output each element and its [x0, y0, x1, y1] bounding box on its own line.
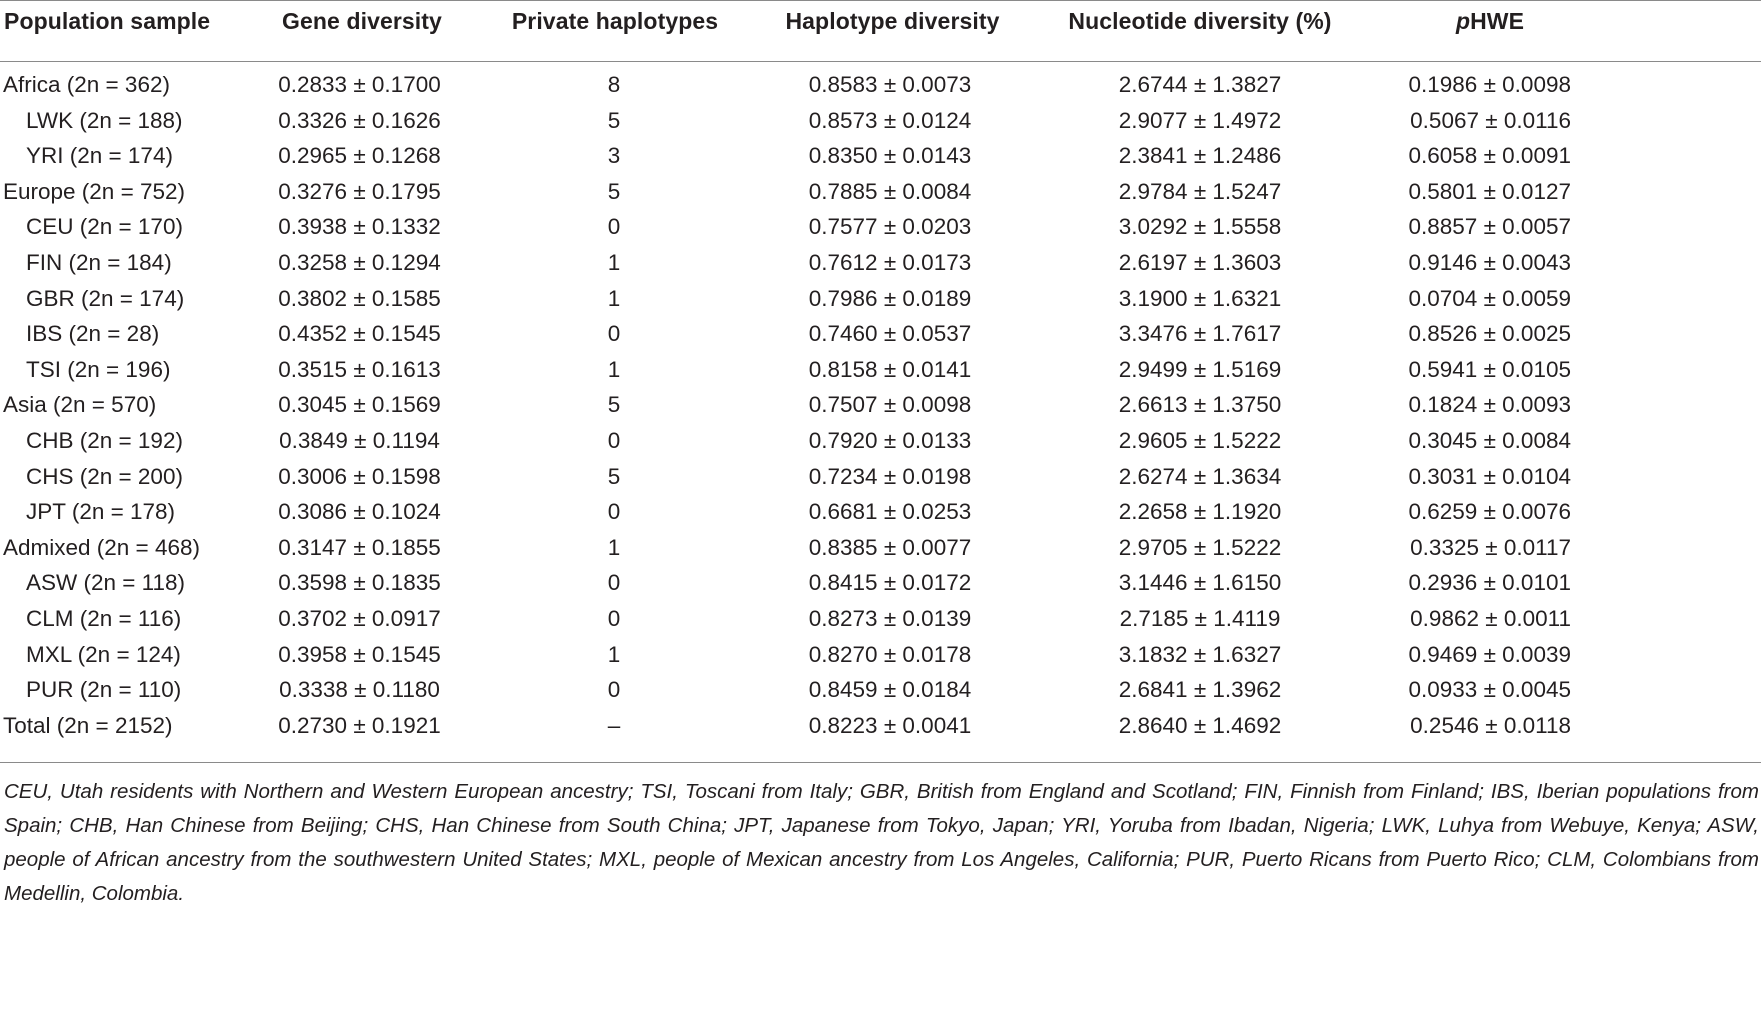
- table-cell: 1: [607, 641, 621, 667]
- table-cell: 0: [607, 605, 621, 631]
- table-row: [0, 214, 1761, 250]
- table-cell: 3.3476 ± 1.7617: [1118, 321, 1282, 347]
- table-cell: 2.9499 ± 1.5169: [1118, 356, 1282, 382]
- table-cell: 0.7885 ± 0.0084: [808, 178, 972, 204]
- table-cell: 0.6681 ± 0.0253: [808, 499, 972, 525]
- table-bottom-rule: [0, 762, 1761, 763]
- table-cell: 0.3849 ± 0.1194: [279, 427, 440, 453]
- table-cell: 5: [607, 463, 621, 489]
- table-cell: 0.0704 ± 0.0059: [1408, 285, 1571, 311]
- table-row: [0, 321, 1761, 357]
- table-cell: 2.9705 ± 1.5222: [1118, 534, 1282, 560]
- table-cell: 0.5801 ± 0.0127: [1408, 178, 1571, 204]
- table-cell: 0.3045 ± 0.0084: [1408, 427, 1571, 453]
- table-cell: 0.3006 ± 0.1598: [278, 463, 441, 489]
- table-cell: 0.7460 ± 0.0537: [808, 321, 972, 347]
- table-cell: 2.8640 ± 1.4692: [1118, 712, 1282, 738]
- table-cell: 0.6058 ± 0.0091: [1408, 143, 1571, 169]
- table-header-row: [0, 8, 1761, 48]
- table-cell: 0.7920 ± 0.0133: [808, 427, 972, 453]
- table-cell: 0: [607, 570, 621, 596]
- table-row: [0, 428, 1761, 464]
- header-phwe-label: HWE: [1470, 8, 1525, 34]
- table-cell: MXL (2n = 124): [26, 641, 181, 667]
- table-cell: 3.1832 ± 1.6327: [1118, 641, 1282, 667]
- table-cell: 2.9784 ± 1.5247: [1118, 178, 1282, 204]
- table-row: [0, 713, 1761, 749]
- table-row: [0, 642, 1761, 678]
- table-cell: JPT (2n = 178): [26, 499, 176, 525]
- table-cell: 0.8270 ± 0.0178: [808, 641, 972, 667]
- table-cell: 2.3841 ± 1.2486: [1118, 143, 1282, 169]
- table-row: [0, 392, 1761, 428]
- table-cell: 0.3702 ± 0.0917: [278, 605, 441, 631]
- table-cell: 2.9077 ± 1.4972: [1118, 107, 1282, 133]
- table-cell: 0: [607, 499, 621, 525]
- table-cell: GBR (2n = 174): [26, 285, 185, 311]
- table-cell: 5: [607, 107, 621, 133]
- table-row: [0, 179, 1761, 215]
- table-cell: 0.1824 ± 0.0093: [1408, 392, 1571, 418]
- table-cell: 0.8158 ± 0.0141: [808, 356, 972, 382]
- table-row: [0, 606, 1761, 642]
- table-cell: 0.3258 ± 0.1294: [278, 249, 441, 275]
- table-cell: 0.4352 ± 0.1545: [278, 321, 441, 347]
- table-cell: 1: [607, 356, 621, 382]
- table-cell: 0.6259 ± 0.0076: [1408, 499, 1571, 525]
- table-top-rule: [0, 0, 1761, 1]
- header-gene-diversity: Gene diversity: [282, 8, 442, 34]
- table-cell: 0.5941 ± 0.0105: [1408, 356, 1571, 382]
- table-cell: 5: [607, 178, 621, 204]
- header-phwe-prefix: p: [1455, 8, 1471, 34]
- table-cell: 2.6841 ± 1.3962: [1118, 677, 1282, 703]
- table-cell: YRI (2n = 174): [26, 143, 173, 169]
- table-cell: Admixed (2n = 468): [3, 534, 200, 560]
- table-row: [0, 464, 1761, 500]
- table-cell: ASW (2n = 118): [26, 570, 186, 596]
- table-cell: 0.7507 ± 0.0098: [808, 392, 972, 418]
- table-cell: 0.8273 ± 0.0139: [808, 605, 972, 631]
- table-cell: 0.3802 ± 0.1585: [278, 285, 441, 311]
- table-cell: 0.8350 ± 0.0143: [808, 143, 972, 169]
- table-cell: 0.7612 ± 0.0173: [808, 249, 972, 275]
- table-cell: 0.8573 ± 0.0124: [808, 107, 972, 133]
- table-cell: 0.8385 ± 0.0077: [808, 534, 972, 560]
- table-cell: 0.9469 ± 0.0039: [1408, 641, 1571, 667]
- table-cell: 0.2546 ± 0.0118: [1410, 712, 1571, 738]
- table-cell: 2.7185 ± 1.4119: [1119, 605, 1281, 631]
- table-row: [0, 108, 1761, 144]
- table-row: [0, 72, 1761, 108]
- table-cell: 0.7986 ± 0.0189: [808, 285, 972, 311]
- table-row: [0, 535, 1761, 571]
- table-cell: CEU (2n = 170): [26, 214, 183, 240]
- table-cell: Africa (2n = 362): [3, 72, 170, 97]
- table-cell: 0.0933 ± 0.0045: [1408, 677, 1571, 703]
- table-cell: 0.8459 ± 0.0184: [808, 677, 972, 703]
- header-population-sample: Population sample: [4, 8, 211, 34]
- table-cell: Europe (2n = 752): [3, 178, 185, 204]
- table-cell: 0.7577 ± 0.0203: [808, 214, 972, 240]
- table-cell: 0: [607, 321, 621, 347]
- table-row: [0, 677, 1761, 713]
- table-cell: 0.8526 ± 0.0025: [1408, 321, 1571, 347]
- table-cell: 0.3958 ± 0.1545: [278, 641, 441, 667]
- table-cell: 0.2965 ± 0.1268: [278, 143, 441, 169]
- table-row: [0, 570, 1761, 606]
- header-nucleotide-diversity: Nucleotide diversity (%): [1068, 8, 1332, 34]
- table-cell: 2.6613 ± 1.3750: [1118, 392, 1282, 418]
- table-cell: 0.9862 ± 0.0011: [1410, 605, 1571, 631]
- table-cell: 0.8415 ± 0.0172: [808, 570, 972, 596]
- table-cell: 2.6744 ± 1.3827: [1118, 72, 1282, 97]
- table-cell: Asia (2n = 570): [3, 392, 157, 418]
- table-cell: 0.3045 ± 0.1569: [278, 392, 441, 418]
- header-phwe: [1400, 8, 1580, 35]
- table-cell: TSI (2n = 196): [26, 356, 171, 382]
- table-cell: PUR (2n = 110): [26, 677, 182, 703]
- table-cell: 0: [607, 214, 621, 240]
- table-cell: 0.5067 ± 0.0116: [1410, 107, 1571, 133]
- table-cell: CLM (2n = 116): [26, 605, 182, 631]
- table-cell: 2.9605 ± 1.5222: [1118, 427, 1282, 453]
- table-cell: 1: [607, 285, 621, 311]
- table-cell: 8: [607, 72, 621, 97]
- table-cell: 1: [607, 249, 621, 275]
- table-cell: –: [607, 712, 621, 738]
- table-cell: 5: [607, 392, 621, 418]
- table-cell: 0.3086 ± 0.1024: [278, 499, 441, 525]
- table-cell: 2.2658 ± 1.1920: [1118, 499, 1282, 525]
- table-cell: 0.3031 ± 0.0104: [1408, 463, 1571, 489]
- table-cell: 0: [607, 427, 621, 453]
- table-cell: 0.3598 ± 0.1835: [278, 570, 441, 596]
- table-cell: 0.8583 ± 0.0073: [808, 72, 972, 97]
- table-footnote: CEU, Utah residents with Northern and Western European ancestry; TSI, Toscani from Italy; GBR, British from England and Scotland; FIN, Finnish from Finland; IBS, Iberian populations from Spain; CHB, Han Chinese from Beijing; CHS, Han Chinese from South China; JPT, Japanese from Tokyo, Japan; YRI, Yoruba from Ibadan, Nigeria; LWK, Luhya from Webuye, Kenya; ASW, people of African ancestry from the southwestern United States; MXL, people of Mexican ancestry from Los Angeles, California; PUR, Puerto Ricans from Puerto Rico; CLM, Colombians from Medellin, Colombia.: [4, 780, 1759, 905]
- table-cell: 2.6274 ± 1.3634: [1118, 463, 1282, 489]
- table-cell: Total (2n = 2152): [3, 712, 173, 738]
- table-cell: 3.0292 ± 1.5558: [1118, 214, 1282, 240]
- table-cell: 3.1446 ± 1.6150: [1118, 570, 1282, 596]
- table-cell: 0.2936 ± 0.0101: [1408, 570, 1571, 596]
- table-cell: 3.1900 ± 1.6321: [1118, 285, 1282, 311]
- header-haplotype-diversity: Haplotype diversity: [785, 8, 1000, 34]
- table-cell: 0.2833 ± 0.1700: [278, 72, 441, 97]
- table-cell: 0.1986 ± 0.0098: [1408, 72, 1571, 97]
- table-row: [0, 286, 1761, 322]
- table-cell: 0.8223 ± 0.0041: [808, 712, 972, 738]
- table-cell: 0.7234 ± 0.0198: [808, 463, 972, 489]
- table-row: [0, 499, 1761, 535]
- table-cell: 3: [607, 143, 621, 169]
- table-cell: FIN (2n = 184): [26, 249, 172, 275]
- table-cell: 0.2730 ± 0.1921: [278, 712, 441, 738]
- table-cell: LWK (2n = 188): [26, 107, 183, 133]
- table-cell: CHS (2n = 200): [26, 463, 183, 489]
- table-cell: 0: [607, 677, 621, 703]
- table-row: [0, 357, 1761, 393]
- table-cell: 0.3325 ± 0.0117: [1410, 534, 1571, 560]
- table-header-rule: [0, 61, 1761, 62]
- table-cell: 0.3147 ± 0.1855: [278, 534, 441, 560]
- table-cell: IBS (2n = 28): [26, 321, 160, 347]
- table-cell: 2.6197 ± 1.3603: [1118, 249, 1282, 275]
- table-cell: 0.8857 ± 0.0057: [1408, 214, 1571, 240]
- table-cell: 0.3338 ± 0.1180: [279, 677, 440, 703]
- table-cell: 1: [607, 534, 621, 560]
- table-cell: 0.3515 ± 0.1613: [278, 356, 441, 382]
- table-cell: 0.3938 ± 0.1332: [278, 214, 441, 240]
- table-cell: CHB (2n = 192): [26, 427, 183, 453]
- table-cell: 0.3276 ± 0.1795: [278, 178, 441, 204]
- table-body: [0, 72, 1761, 748]
- header-private-haplotypes: Private haplotypes: [511, 8, 719, 34]
- table-row: [0, 250, 1761, 286]
- table-cell: 0.9146 ± 0.0043: [1408, 249, 1571, 275]
- table-row: [0, 143, 1761, 179]
- table-cell: 0.3326 ± 0.1626: [278, 107, 441, 133]
